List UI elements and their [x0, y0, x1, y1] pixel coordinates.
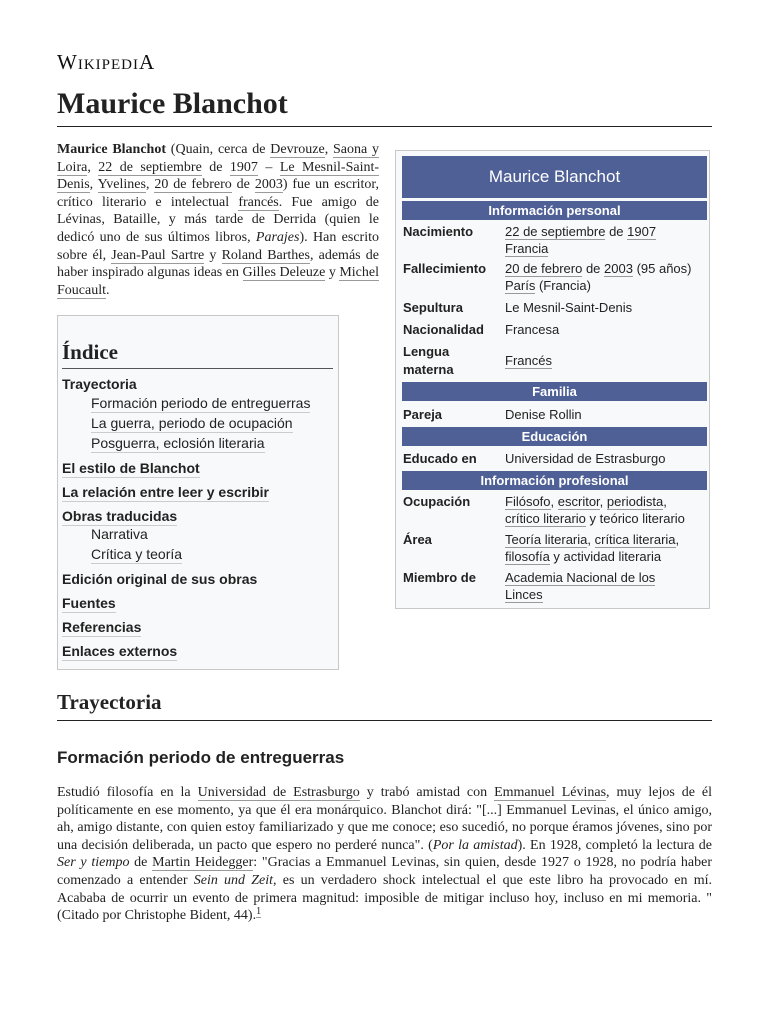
infobox: Maurice Blanchot Información personal Nacimiento 22 de septiembre de 1907 Francia Fallecimiento 20 de febrero de 2003 (95 años) París (Francia) Sepultura Le Mesnil-Saint-Denis Nacionalidad Francesa Lengua materna Francés Familia Pareja Denise Rollin Educación Educado en Universidad de Estrasburgo Información profesional Ocupación Filósofo, escritor, periodista, crítico literario y teórico literario Área Teoría literaria, crítica literaria, filosofía y actividad literaria Miembro de Academia Nacional de los Linces — [395, 150, 710, 609]
toc-item-obras-traducidas[interactable]: Obras traducidas — [62, 508, 178, 524]
link-2003[interactable]: 2003 — [254, 177, 283, 193]
link-michel-foucault[interactable]: Michel Foucault — [57, 265, 379, 298]
intro-paragraph: Maurice Blanchot (Quain, cerca de Devrouze, Saona y Loira, 22 de septiembre de 1907 – Le Mesnil-Saint-Denis, Yvelines, 20 de febrero de 2003) fue un escritor, crítico literario e intelectual francés. Fue amigo de Lévinas, Bataille, y más tarde de Derrida (quien le dedicó uno de sus últimos libros, Parajes). Han escrito sobre él, Jean-Paul Sartre y Roland Barthes, además de haber inspirado algunas ideas en Gilles Deleuze y Michel Foucault. — [57, 142, 380, 298]
toc-divider — [62, 368, 333, 369]
page-title: Maurice Blanchot — [57, 86, 712, 127]
link-lengua-frances[interactable]: Francés — [505, 353, 552, 368]
toc-item-trayectoria[interactable]: Trayectoria — [62, 376, 137, 392]
link-birth-place[interactable]: Francia — [505, 241, 549, 256]
infobox-section-personal: Información personal — [402, 201, 707, 220]
link-death-date[interactable]: 20 de febrero — [505, 261, 583, 276]
link-martin-heidegger[interactable]: Martin Heidegger — [152, 855, 254, 871]
link-critico-literario[interactable]: crítico literario — [505, 511, 586, 526]
reference-1[interactable]: 1 — [256, 905, 262, 917]
link-frances[interactable]: francés — [238, 194, 279, 210]
link-birth-year[interactable]: 1907 — [627, 224, 657, 239]
toc-item-estilo[interactable]: El estilo de Blanchot — [62, 460, 200, 476]
infobox-section-profesional: Información profesional — [402, 471, 707, 490]
link-22-septiembre[interactable]: 22 de septiembre — [98, 159, 202, 175]
infobox-section-educacion: Educación — [402, 427, 707, 446]
link-le-mesnil-saint-denis[interactable]: Le Mesnil-Saint-Denis — [57, 159, 380, 193]
link-escritor[interactable]: escritor — [557, 494, 600, 509]
toc-item-narrativa[interactable]: Narrativa — [91, 526, 148, 542]
link-periodista[interactable]: periodista — [606, 494, 664, 509]
link-filosofia[interactable]: filosofía — [505, 549, 550, 564]
link-universidad-estrasburgo[interactable]: Universidad de Estrasburgo — [197, 785, 360, 800]
link-20-febrero[interactable]: 20 de febrero — [154, 177, 232, 193]
link-emmanuel-levinas[interactable]: Emmanuel Lévinas — [494, 785, 607, 800]
link-devrouze[interactable]: Devrouze — [270, 142, 325, 157]
link-gilles-deleuze[interactable]: Gilles Deleuze — [242, 265, 326, 281]
toc-item-posguerra[interactable]: Posguerra, eclosión literaria — [91, 435, 265, 451]
toc-item-formacion[interactable]: Formación periodo de entreguerras — [91, 395, 311, 411]
link-academia-linces[interactable]: Academia Nacional de los Linces — [505, 570, 656, 602]
toc-item-la-guerra[interactable]: La guerra, periodo de ocupación — [91, 415, 293, 431]
link-jean-paul-sartre[interactable]: Jean-Paul Sartre — [111, 247, 205, 263]
link-death-year[interactable]: 2003 — [604, 261, 633, 276]
toc-item-critica-teoria[interactable]: Crítica y teoría — [91, 546, 183, 562]
toc-item-fuentes[interactable]: Fuentes — [62, 595, 116, 611]
toc-item-edicion-original[interactable]: Edición original de sus obras — [62, 571, 258, 587]
link-1907[interactable]: 1907 — [229, 159, 258, 175]
infobox-section-familia: Familia — [402, 382, 707, 401]
toc-item-referencias[interactable]: Referencias — [62, 619, 142, 635]
link-yvelines[interactable]: Yvelines — [97, 177, 146, 193]
intro-subject: Maurice Blanchot — [57, 142, 166, 157]
body-paragraph: Estudió filosofía en la Universidad de Estrasburgo y trabó amistad con Emmanuel Lévinas, muy lejos de él políticamente en ese momento, ya que él era monárquico. Blanchot dirá: "[...] Emmanuel Levinas, el único amigo, ah, amigo distante, con quien estoy familiarizado y que me conoce; eso sucedió, no porque éramos jóvenes, sino por una decisión deliberada, un pacto que espero no perderé nunca". (Por la amistad). En 1928, completó la lectura de Ser y tiempo de Martin Heidegger: "Gracias a Emmanuel Levinas, sin quien, desde 1927 o 1928, no podría haber comenzado a entender Sein und Zeit, es un verdadero shock intelectual el que este libro ha provocado en mí. Acababa de ocurrir un evento de primera magnitud: imposible de mitigar incluso hoy, incluso en mi memoria. "(Citado por Christophe Bident, 44).$^1$ — [57, 785, 713, 924]
wikipedia-logo[interactable]: WikipediA — [57, 50, 156, 74]
toc-item-enlaces-externos[interactable]: Enlaces externos — [62, 643, 178, 659]
link-birth-date[interactable]: 22 de septiembre — [505, 224, 606, 239]
link-roland-barthes[interactable]: Roland Barthes — [221, 247, 310, 263]
subsection-heading-formacion: Formación periodo de entreguerras — [57, 748, 345, 767]
infobox-title: Maurice Blanchot — [402, 156, 707, 198]
toc-title: Índice — [62, 340, 119, 364]
table-of-contents — [57, 315, 339, 670]
link-death-city[interactable]: París — [505, 278, 536, 293]
link-filosofo[interactable]: Filósofo — [505, 494, 551, 509]
link-critica-literaria[interactable]: crítica literaria — [594, 532, 676, 547]
toc-item-relacion[interactable]: La relación entre leer y escribir — [62, 484, 269, 500]
link-saona-y-loira[interactable]: Saona y Loira — [57, 142, 380, 175]
section-heading-trayectoria: Trayectoria — [57, 688, 712, 721]
link-teoria-literaria[interactable]: Teoría literaria — [505, 532, 588, 547]
